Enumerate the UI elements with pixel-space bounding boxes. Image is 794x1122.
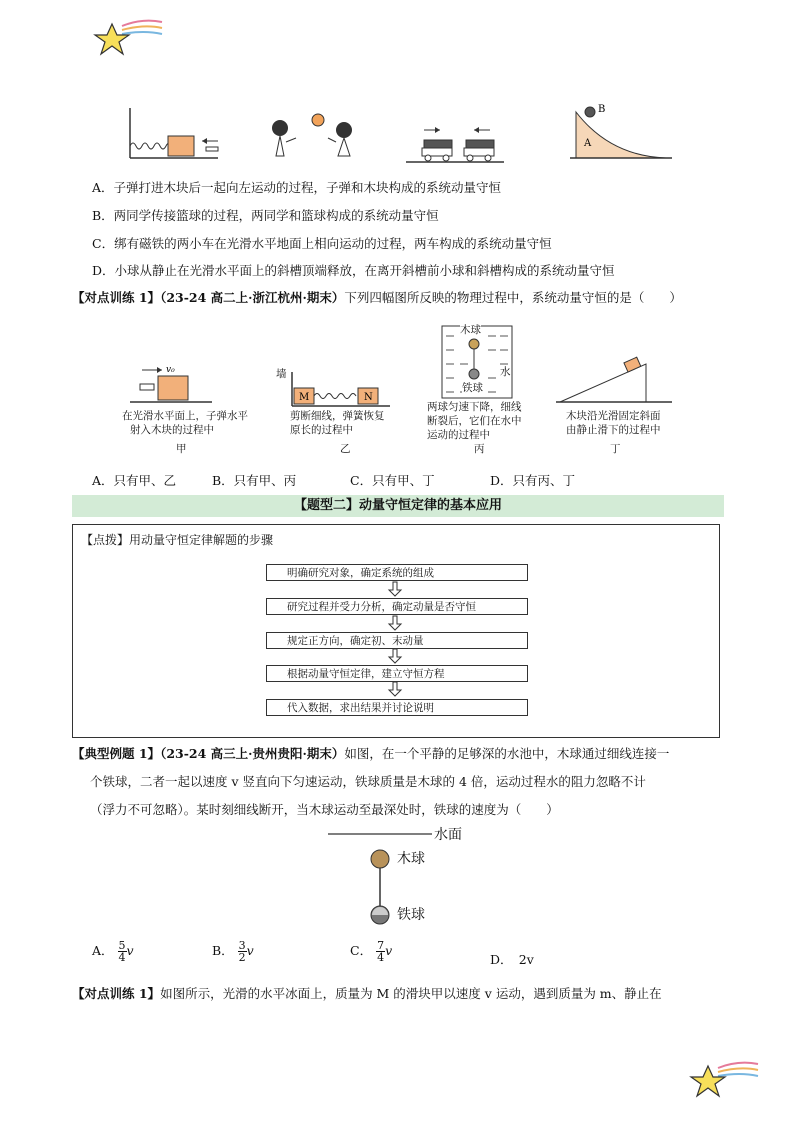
flow-step-3: 规定正方向，确定初、末动量 (266, 632, 528, 649)
fraction-c (376, 940, 385, 963)
bing-label: 丙 (474, 443, 485, 455)
fraction-c-denominator: 4 (377, 951, 385, 964)
fraction-a (118, 940, 127, 963)
fraction-b-numerator: 3 (238, 939, 246, 952)
yi-caption-1: 剪断细线，弹簧恢复 (290, 410, 385, 422)
training1b-text: 如图所示，光滑的水平冰面上，质量为 M 的滑块甲以速度 v 运动，遇到质量为 m、静止在 (160, 986, 662, 1001)
training1b-question (72, 986, 662, 1002)
example1-line3: （浮力不可忽略）。某时刻细线断开，当木球运动至最深处时，铁球的速度为（ ） (90, 802, 559, 817)
tip-title: 【点拨】用动量守恒定律解题的步骤 (81, 533, 274, 547)
training1-source: （23-24 高二上·浙江杭州·期末） (160, 290, 345, 305)
option-a-label: A． (92, 943, 114, 958)
yi-caption-2: 原长的过程中 (290, 424, 353, 436)
training1-option-c: C．只有甲、丁 (350, 473, 435, 488)
training1-option-d: D．只有丙、丁 (490, 473, 576, 488)
ding-caption-2: 由静止滑下的过程中 (566, 424, 661, 436)
flow-step-2: 研究过程并受力分析，确定动量是否守恒 (266, 598, 528, 615)
example1-line1 (72, 746, 669, 762)
fraction-b (238, 940, 247, 963)
bing-caption-1: 两球匀速下降，细线 (427, 401, 522, 413)
flow-step-4: 根据动量守恒定律，建立守恒方程 (266, 665, 528, 682)
training1-question (72, 290, 682, 306)
example1-option-c (350, 940, 392, 963)
wall-label: 墙 (276, 368, 287, 380)
option-b-var: v (246, 943, 254, 958)
ding-label: 丁 (610, 443, 621, 455)
example1-text-1: 如图，在一个平静的足够深的水池中，木球通过细线连接一 (344, 746, 670, 761)
option-a-var: v (126, 943, 134, 958)
iron-ball-label: 铁球 (397, 907, 425, 923)
example1-option-b (212, 940, 254, 963)
training1-option-a: A．只有甲、乙 (92, 473, 177, 488)
jia-caption-2: 射入木块的过程中 (130, 424, 214, 436)
n-label: N (364, 392, 373, 403)
option-b-label: B． (212, 943, 234, 958)
example1-source: （23-24 高三上·贵州贵阳·期末） (160, 746, 345, 761)
ball-slope-figure (570, 100, 674, 164)
wood-ball-label: 木球 (397, 851, 425, 867)
water-label-bing: 水 (500, 366, 511, 378)
iron-ball-label-bing: 铁球 (462, 382, 483, 394)
training1b-tag: 【对点训练 1】 (72, 986, 161, 1001)
bing-caption-2: 断裂后，它们在水中 (427, 415, 522, 427)
training1-text: 下列四幅图所反映的物理过程中，系统动量守恒的是（ ） (344, 290, 682, 305)
figure-yi (288, 366, 392, 412)
figure-ding (556, 356, 674, 408)
wood-ball-label-bing: 木球 (460, 324, 481, 336)
option-c-label: C． (350, 943, 373, 958)
option-a: A．子弹打进木块后一起向左运动的过程，子弹和木块构成的系统动量守恒 (92, 180, 502, 195)
flow-step-5: 代入数据，求出结果并讨论说明 (266, 699, 528, 716)
v0-label: v₀ (166, 365, 175, 375)
jia-label: 甲 (176, 443, 187, 455)
option-c-var: v (385, 943, 393, 958)
option-b: B．两同学传接篮球的过程，两同学和篮球构成的系统动量守恒 (92, 208, 439, 223)
fraction-a-numerator: 5 (118, 939, 126, 952)
ball-label: B (598, 104, 606, 115)
star-decoration-icon (92, 16, 164, 60)
flow-step-1: 明确研究对象，确定系统的组成 (266, 564, 528, 581)
fraction-a-denominator: 4 (118, 951, 126, 964)
bullet-block-figure (126, 100, 226, 164)
example1-option-a (92, 940, 134, 963)
example1-option-d: D． 2v (490, 952, 534, 967)
example1-line2: 个铁球，二者一起以速度 v 竖直向下匀速运动，铁球质量是木球的 4 倍，运动过程水的阻力忽略不计 (90, 774, 646, 789)
example1-tag: 【典型例题 1】 (72, 746, 161, 761)
m-label: M (299, 392, 310, 403)
fraction-c-numerator: 7 (377, 939, 385, 952)
star-decoration-icon (688, 1058, 760, 1102)
slope-label: A (584, 138, 592, 149)
bing-caption-3: 运动的过程中 (427, 429, 490, 441)
section-banner: 【题型二】动量守恒定律的基本应用 (72, 495, 724, 517)
fraction-b-denominator: 2 (238, 951, 246, 964)
option-d: D．小球从静止在光滑水平面上的斜槽顶端释放，在离开斜槽前小球和斜槽构成的系统动量守恒 (92, 263, 615, 278)
training1-option-b: B．只有甲、丙 (212, 473, 297, 488)
magnet-cars-figure (404, 118, 506, 168)
yi-label: 乙 (340, 443, 351, 455)
ding-caption-1: 木块沿光滑固定斜面 (566, 410, 661, 422)
students-basketball-figure (264, 104, 364, 168)
jia-caption-1: 在光滑水平面上，子弹水平 (122, 410, 248, 422)
figure-jia (130, 362, 214, 408)
option-c: C．绑有磁铁的两小车在光滑水平地面上相向运动的过程，两车构成的系统动量守恒 (92, 236, 552, 251)
training1-tag: 【对点训练 1】 (72, 290, 161, 305)
water-surface-label: 水面 (434, 827, 462, 843)
